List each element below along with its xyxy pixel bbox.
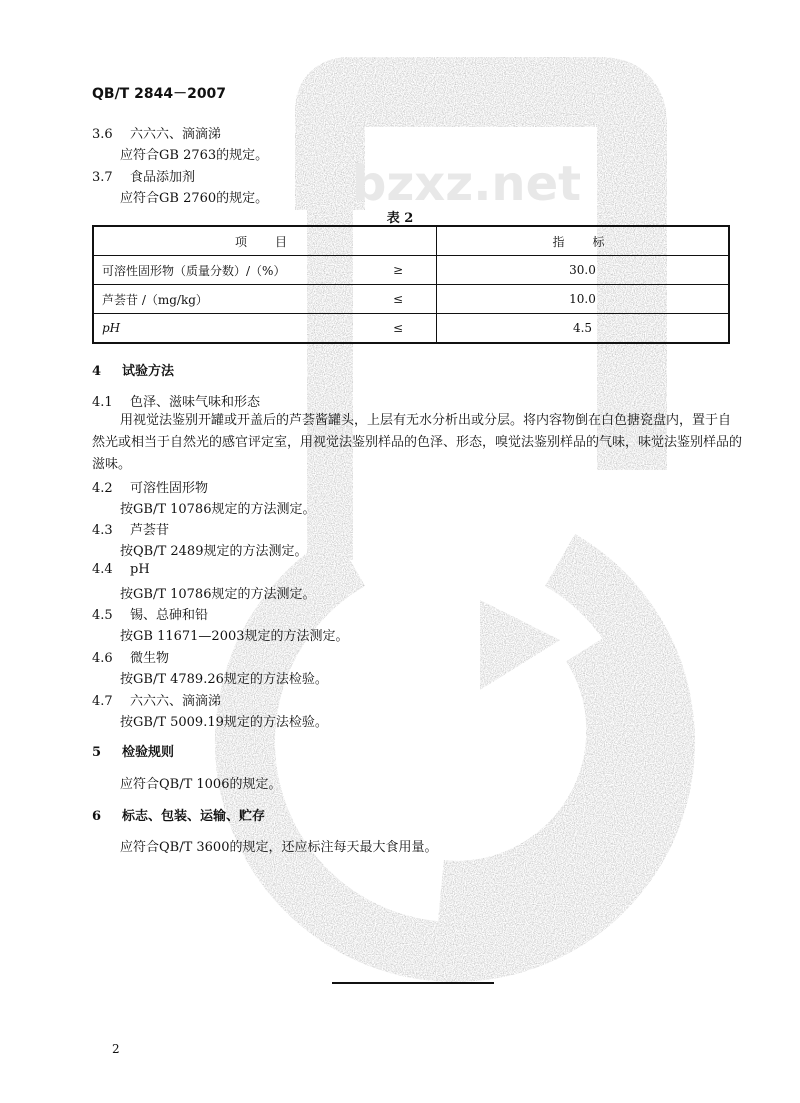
section-heading-4-6: [92, 647, 169, 666]
section-title: 六六六、滴滴涕: [130, 127, 222, 142]
chapter-title: 试验方法: [122, 364, 175, 379]
chapter-heading-4: [92, 360, 174, 379]
table-row: [93, 285, 729, 314]
page-number: 2: [112, 1042, 120, 1056]
chapter-number: 6: [92, 809, 102, 824]
section-body-4-7: 按GB/T 5009.19规定的方法检验。: [120, 715, 328, 730]
row-value: 4.5: [437, 314, 730, 344]
chapter-body-6: 应符合QB/T 3600的规定，还应标注每天最大食用量。: [120, 840, 438, 855]
row-item: pH: [93, 314, 360, 344]
section-title: 微生物: [130, 651, 170, 666]
row-item: 可溶性固形物（质量分数）/（%）: [93, 256, 360, 285]
section-heading-4-1: [92, 391, 260, 410]
section-heading-4-4: [92, 562, 150, 577]
chapter-number: 4: [92, 364, 102, 379]
section-number: 4.5: [92, 608, 113, 623]
chapter-heading-5: [92, 741, 174, 760]
section-heading-4-7: [92, 690, 221, 709]
section-number: 4.6: [92, 651, 113, 666]
table-row: [93, 256, 729, 285]
section-title: 食品添加剂: [130, 170, 196, 185]
spec-table: [92, 225, 730, 344]
watermark-text: bzxz.net: [352, 156, 582, 212]
section-body-3-6: 应符合GB 2763的规定。: [120, 148, 269, 163]
chapter-heading-6: [92, 805, 265, 824]
section-title: 色泽、滋味气味和形态: [130, 395, 261, 410]
row-symbol: ≤: [360, 285, 437, 314]
section-body-4-5: 按GB 11671—2003规定的方法测定。: [120, 629, 349, 644]
section-heading-4-3: [92, 519, 169, 538]
chapter-body-5: 应符合QB/T 1006的规定。: [120, 777, 282, 792]
section-title: 锡、总砷和铅: [130, 608, 209, 623]
section-body-4-6: 按GB/T 4789.26规定的方法检验。: [120, 672, 328, 687]
section-number: 4.4: [92, 562, 113, 577]
table-row: [93, 314, 729, 344]
row-item: 芦荟苷 /（mg/kg）: [93, 285, 360, 314]
chapter-title: 标志、包装、运输、贮存: [122, 809, 266, 824]
section-title: pH: [130, 562, 150, 577]
chapter-number: 5: [92, 745, 102, 760]
section-number: 4.2: [92, 481, 113, 496]
section-number: 3.7: [92, 170, 113, 185]
table-caption: 表 2: [386, 211, 414, 226]
end-rule: [332, 982, 494, 984]
section-body-4-3: 按QB/T 2489规定的方法测定。: [120, 544, 308, 559]
row-value: 30.0: [437, 256, 730, 285]
table-header-row: [93, 226, 729, 256]
row-symbol: ≥: [360, 256, 437, 285]
section-heading-3-7: [92, 166, 195, 185]
section-number: 4.1: [92, 395, 113, 410]
section-title: 芦荟苷: [130, 523, 170, 538]
header-value: 指 标: [437, 226, 730, 256]
section-title: 可溶性固形物: [130, 481, 209, 496]
section-body-4-4: 按GB/T 10786规定的方法测定。: [120, 587, 316, 602]
chapter-title: 检验规则: [122, 745, 175, 760]
row-symbol: ≤: [360, 314, 437, 344]
section-number: 4.7: [92, 694, 113, 709]
section-heading-4-2: [92, 477, 208, 496]
header-item: 项 目: [93, 226, 437, 256]
row-value: 10.0: [437, 285, 730, 314]
section-number: 4.3: [92, 523, 113, 538]
section-body-4-1: 用视觉法鉴别开罐或开盖后的芦荟酱罐头，上层有无水分析出或分层。将内容物倒在白色搪瓷盘内，置于自然光或相当于自然光的感官评定室，用视觉法鉴别样品的色泽、形态，嗅觉法鉴别样品的气味，味觉法鉴别样品的滋味。: [92, 413, 743, 472]
section-number: 3.6: [92, 127, 113, 142]
section-body-3-7: 应符合GB 2760的规定。: [120, 191, 269, 206]
section-heading-4-5: [92, 604, 208, 623]
section-heading-3-6: [92, 123, 221, 142]
section-body-4-2: 按GB/T 10786规定的方法测定。: [120, 502, 316, 517]
section-title: 六六六、滴滴涕: [130, 694, 222, 709]
standard-code: QB/T 2844－2007: [92, 86, 227, 102]
